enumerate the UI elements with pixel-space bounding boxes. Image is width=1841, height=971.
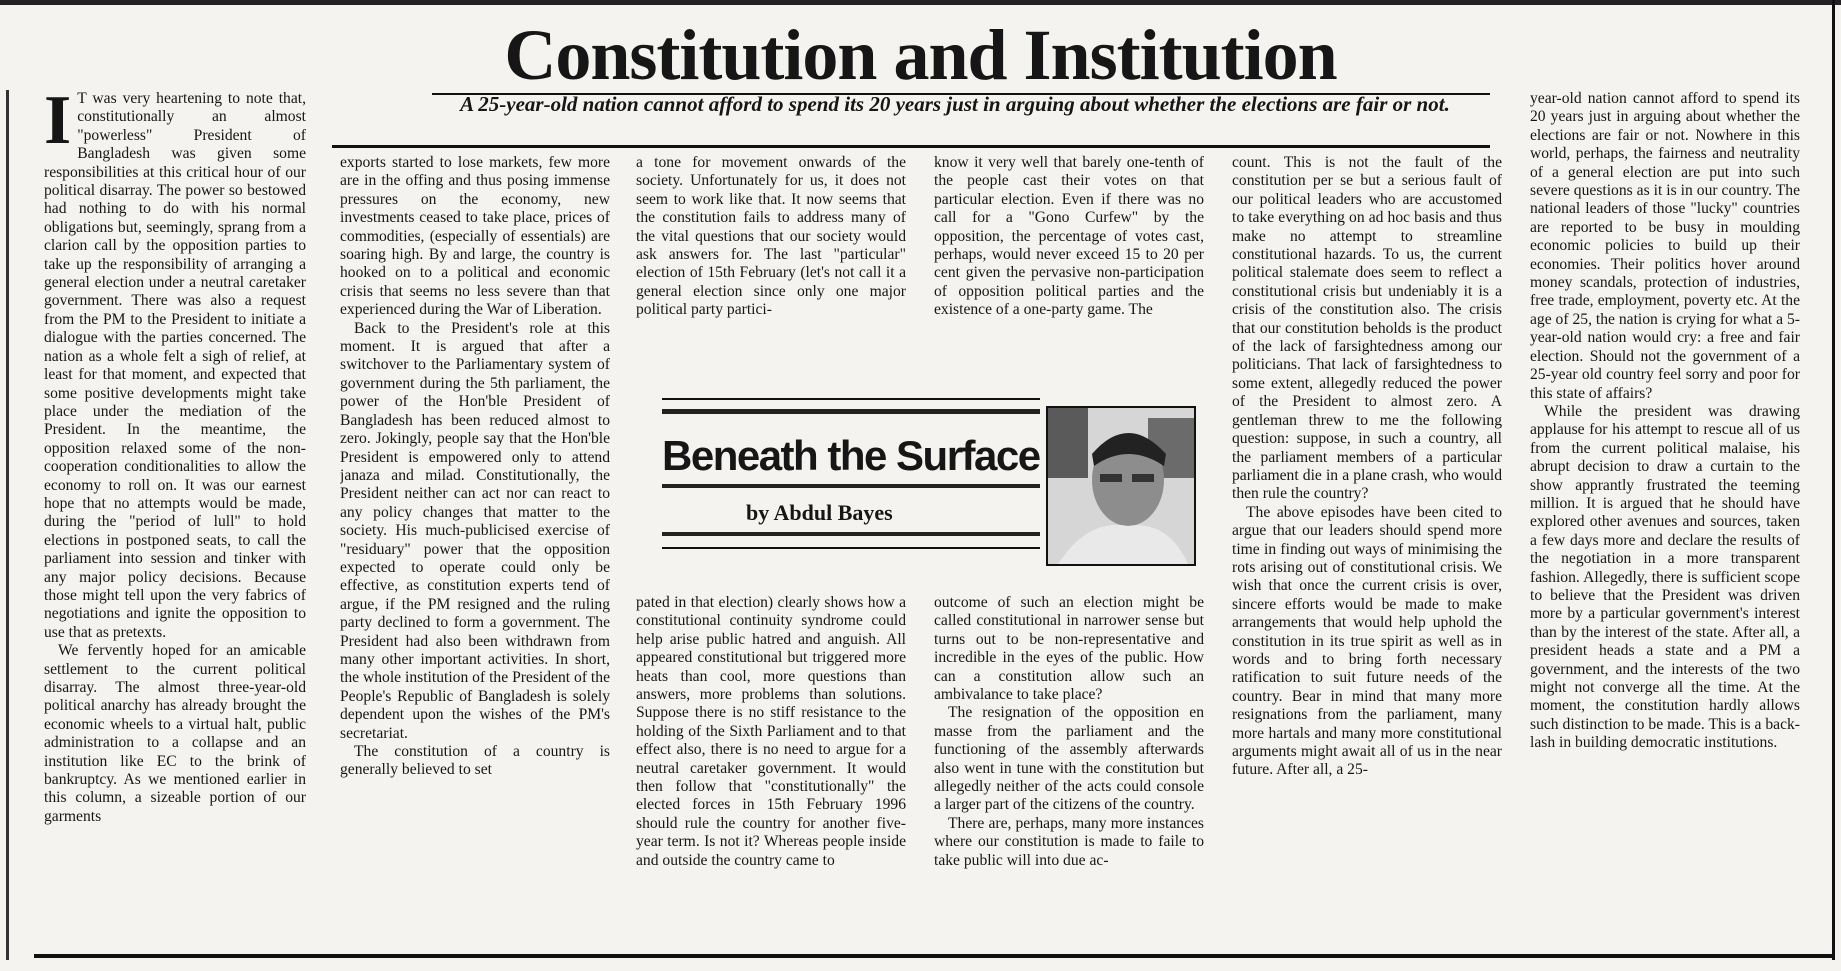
article-column-5 xyxy=(1232,154,1502,952)
article-column-3-bottom xyxy=(636,594,906,952)
paragraph: year-old nation cannot afford to spend its 20 years just in arguing about whether the elections are fair or not. Nowhere in this world, perhaps, the fairness and neutrality of a general election are put into such severe questions as it is in our country. The national leaders of those "lucky" countries are reported to be busy in moulding economic policies to build up their economies. Their politics hover around money scandals, protection of industries, free trade, employment, poverty etc. At the age of 25, the nation is crying for what a 5-year-old nation would cry: a free and fair election. Should not the government of a 25-year old country feel sorry and poor for this state of affairs? xyxy=(1530,90,1800,402)
paragraph: exports started to lose markets, few more are in the offing and thus posing immense pressures on the economy, new investments ceased to take place, prices of commodities, (especially of essentials) are soaring high. By and large, the country is hooked on to a political and economic crisis that seems no less severe than that experienced during the War of Liberation. xyxy=(340,154,610,319)
dropcap: I xyxy=(44,90,72,159)
deck-bottom-rule xyxy=(332,145,1490,148)
author-portrait-photo xyxy=(1046,406,1196,566)
box-bottom-rule xyxy=(662,547,1040,549)
paragraph: T was very heartening to note that, constitutionally an almost "powerless" President of Bangladesh was given some responsibilities at this critical hour of our political disarray. The power so bestowed had nothing to do with his normal obligations but, seemingly, sprang from a clarion call by the opposition parties to take up the responsibility of arranging a general election under a neutral caretaker government. There was also a request from the PM to the President to initiate a dialogue with the parties concerned. The nation as a whole felt a sigh of relief, at least for that moment, and expected that some positive developments might take place under the mediation of the President. In the meantime, the opposition relaxed some of the non-cooperation conditionalities to allow the economy to roll on. It was our earnest hope that no attempts would be made, during the "period of lull" to hold elections in postponed seats, to call the parliament into session and tinker with any major policy decisions. Because those might tell upon the very fabrics of negotiations and ignite the opposition to use that as pretexts. xyxy=(44,90,306,641)
box-top-rule xyxy=(662,398,1040,400)
paragraph: There are, perhaps, many more instances where our constitution is made to faile to take public will into due ac- xyxy=(934,814,1204,869)
paragraph: pated in that election) clearly shows how a constitutional continuity syndrome could help arise public hatred and anguish. All appeared constitutional but triggered more heats than cool, more questions than answers, more problems than solutions. Suppose there is no stiff resistance to the holding of the Sixth Parliament and to that effect also, there is no need to argue for a neutral caretaker government. It would then follow that "constitutionally" the elected forces in 15th February 1996 should rule the country for another five-year term. Is not it? Whereas people inside and outside the country came to xyxy=(636,594,906,869)
portrait-image xyxy=(1048,408,1194,564)
deck-subheadline: A 25-year-old nation cannot afford to spend its 20 years just in arguing about whether the elections are fair or not. xyxy=(460,92,1450,116)
article-column-6 xyxy=(1530,90,1800,952)
bottom-rule xyxy=(34,954,1834,958)
headline: Constitution and Institution xyxy=(504,15,1337,95)
paragraph: The resignation of the opposition en masse from the parliament and the functioning of the assembly afterwards also went in tune with the constitution but allegedly neither of the acts could console a larger part of the citizens of the country. xyxy=(934,704,1204,814)
article-column-1 xyxy=(44,90,306,952)
paragraph: count. This is not the fault of the constitution per se but a serious fault of our political leaders who are accustomed to take everything on ad hoc basis and thus make no attempt to streamline constitutional hazards. To us, the current political stalemate does seem to reflect a constitutional crisis but undeniably it is a crisis of the constitution also. The crisis that our constitution beholds is the product of the lack of farsightedness among our politicians. That lack of farsightedness to some extent, allegedly reduced the power of the President to almost zero. A gentleman threw to me the following question: suppose, in such a country, all the parliament members of a particular parliament die in a plane crash, who would then rule the country? xyxy=(1232,154,1502,503)
paragraph: We fervently hoped for an amicable settlement to the current political disarray. The almost three-year-old political anarchy has already brought the economic wheels to a virtual halt, public administration to a collapse and an institution like EC to the brink of bankruptcy. As we mentioned earlier in this column, a sizeable portion of our garments xyxy=(44,642,306,825)
paragraph: a tone for movement onwards of the society. Unfortunately for us, it does not seem to work like that. It now seems that the constitution fails to address many of the vital questions that our society would ask answers for. The last "particular" election of 15th February (let's not call it a general election since only one major political party partici- xyxy=(636,154,906,319)
paragraph: outcome of such an election might be called constitutional in narrower sense but turns out to be non-representative and incredible in the eyes of the public. How can a constitution allow such an ambivalance to take place? xyxy=(934,594,1204,704)
article-column-3-top xyxy=(636,154,906,364)
box-dash-rule xyxy=(662,532,1040,536)
column-title: Beneath the Surface xyxy=(662,432,1040,479)
paragraph: Back to the President's role at this moment. It is argued that after a switchover to the Parliamentary system of government during the 5th parliament, the power of the Hon'ble President of Bangladesh has been reduced almost to zero. Jokingly, people say that the Hon'ble President is empowered only to attend janaza and milad. Constitutionally, the President neither can act nor can react to any policy changes that matter to the society. His much-publicised exercise of "residuary" power that the opposition expected to operate could only be effective, as constitution experts tend of argue, if the PM resigned and the ruling party declined to form a government. The President had also been withdrawn from many other important activities. In short, the whole institution of the President of the People's Republic of Bangladesh is solely dependent upon the wishes of the PM's secretariat. xyxy=(340,319,610,742)
article-column-4-top xyxy=(934,154,1204,364)
right-border xyxy=(1832,0,1835,960)
byline: by Abdul Bayes xyxy=(746,500,893,525)
box-dash-rule xyxy=(662,484,1040,488)
box-dash-rule xyxy=(662,409,1040,414)
article-column-2 xyxy=(340,154,610,952)
paragraph: The constitution of a country is generally believed to set xyxy=(340,743,610,779)
top-rule xyxy=(0,0,1841,5)
paragraph: know it very well that barely one-tenth of the people cast their votes on that particular election. Even if there was no call for a "Gono Curfew" by the opposition, the percentage of votes cast, perhaps, would never exceed 15 to 20 per cent given the pervasive non-participation of opposition political parties and the existence of a one-party game. The xyxy=(934,154,1204,319)
paragraph: The above episodes have been cited to argue that our leaders should spend more time in finding out ways of minimising the rots arising out of constitutional crisis. We wish that once the current crisis is over, sincere efforts would be made to make arrangements that would help uphold the constitution in its true spirit as well as in words and to bring forth necessary ratification to suit future needs of the country. Bear in mind that many more resignations from the parliament, many more hartals and many more constitutional arguments might await all of us in the near future. After all, a 25- xyxy=(1232,503,1502,779)
paragraph: While the president was drawing applause for his attempt to rescue all of us from the current political malaise, his abrupt decision to draw a curtain to the show apprantly frustrated the teeming million. It is argued that he should have explored other avenues and sources, taken a few days more and declare the results of the negotiation in a more transparent fashion. Allegedly, there is sufficient scope to believe that the President was driven more by a particular government's interest than by the interest of the state. After all, a president heads a state and a PM a government, and the interests of the two might not converge all the time. At the moment, the constitution hardly allows such distinction to be made. This is a back-lash in building democratic institutions. xyxy=(1530,402,1800,752)
article-column-4-bottom xyxy=(934,594,1204,952)
left-border xyxy=(6,90,9,960)
